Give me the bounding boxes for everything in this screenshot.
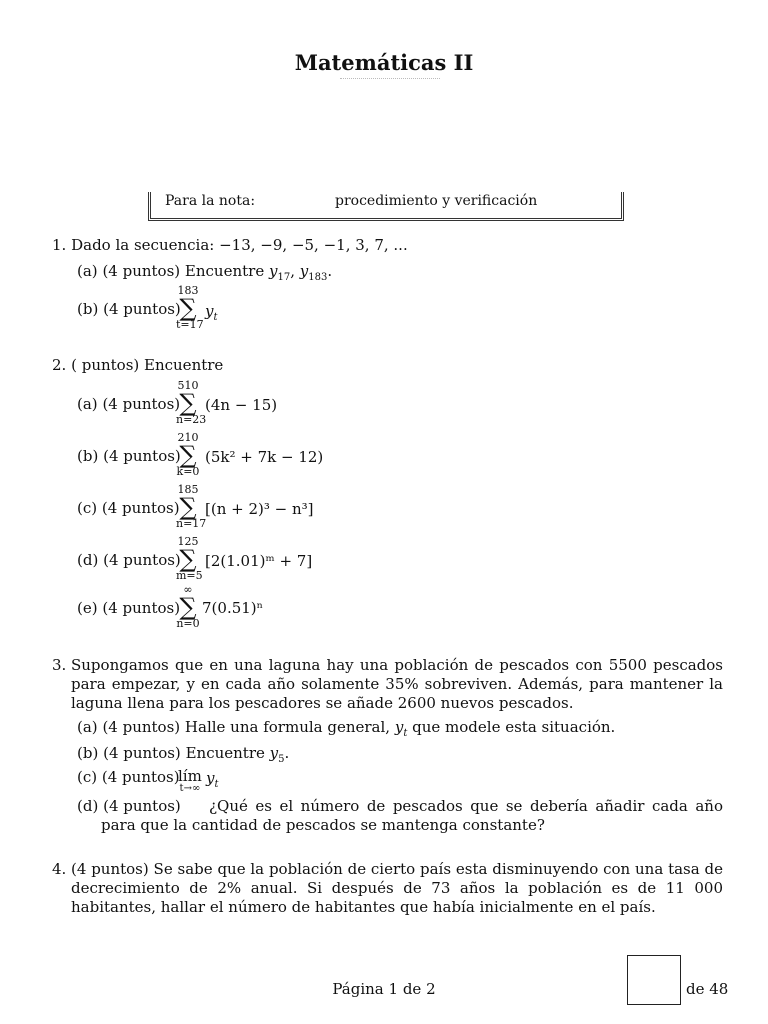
question-4-number: 4. [52, 860, 67, 878]
question-2e: (e) (4 puntos) [77, 599, 181, 617]
limit-symbol: lím t→∞ [178, 767, 202, 794]
question-3d-text: ¿Qué es el número de pescados que se debería añadir cada año para que la cantidad de pescados se mantenga constante? [101, 797, 723, 834]
sum-expr-2b: (5k² + 7k − 12) [205, 448, 324, 466]
question-3-number: 3. [52, 656, 67, 674]
sum-symbol-2a: 510 ∑ n=23 [176, 379, 207, 426]
sum-expr-2e: 7(0.51)ⁿ [202, 599, 264, 617]
question-3d-label: (d) (4 puntos) [77, 797, 181, 815]
limit-term: $y_t$ [206, 769, 219, 790]
page-number: Página 1 de 2 [332, 980, 436, 998]
sum-symbol-2b: 210 ∑ k=0 [176, 431, 200, 478]
question-1a: (a) (4 puntos) Encuentre $y_{17}$, $y_{183}$. [77, 262, 333, 283]
question-1b: (b) (4 puntos) [77, 300, 181, 318]
question-4-text: (4 puntos) Se sabe que la población de cierto país esta disminuyendo con una tasa de decrecimiento de 2% anual. Si después de 73 años la población es de 11 000 habitantes, hallar el número de habitantes que había inicialmente en el país. [71, 860, 723, 916]
question-2a: (a) (4 puntos) [77, 395, 181, 413]
sum-expr-2c: [(n + 2)³ − n³] [205, 500, 314, 518]
sum-term-1b: $y_t$ [205, 302, 218, 323]
question-3a: (a) (4 puntos) Halle una formula general, $y_t$ que modele esta situación. [77, 718, 616, 739]
sum-expr-2a: (4n − 15) [205, 396, 278, 414]
grading-note-box [148, 192, 624, 221]
question-2b: (b) (4 puntos) [77, 447, 181, 465]
question-2-text: ( puntos) Encuentre [71, 356, 224, 374]
note-value: procedimiento y verificación [335, 193, 538, 209]
question-2c: (c) (4 puntos) [77, 499, 180, 517]
faded-subtitle-line [340, 78, 440, 83]
score-box [627, 955, 681, 1005]
sum-expr-2d: [2(1.01)ᵐ + 7] [205, 552, 313, 570]
sum-symbol-2d: 125 ∑ m=5 [176, 535, 203, 582]
question-2d: (d) (4 puntos) [77, 551, 181, 569]
question-2: 2. ( puntos) Encuentre [52, 356, 224, 374]
question-3-text: Supongamos que en una laguna hay una población de pescados con 5500 pescados para empezar, y en cada año solamente 35% sobreviven. Además, para mantener la laguna llena para los pescadores se añade 2600 nuevos pescados. [71, 656, 723, 712]
question-3b: (b) (4 puntos) Encuentre $y_5$. [77, 744, 290, 765]
question-3c: (c) (4 puntos) [77, 768, 180, 786]
sum-symbol-1b: 183 ∑ t=17 [176, 284, 204, 331]
question-1-text: Dado la secuencia: −13, −9, −5, −1, 3, 7, ... [71, 236, 408, 254]
note-label: Para la nota: [165, 193, 256, 209]
question-1: 1. Dado la secuencia: −13, −9, −5, −1, 3, 7, ... [52, 236, 408, 254]
score-total: de 48 [686, 980, 729, 998]
sum-symbol-2e: ∞ ∑ n=0 [176, 583, 200, 630]
sum-symbol-2c: 185 ∑ n=17 [176, 483, 207, 530]
page-title: Matemáticas II [294, 50, 474, 75]
